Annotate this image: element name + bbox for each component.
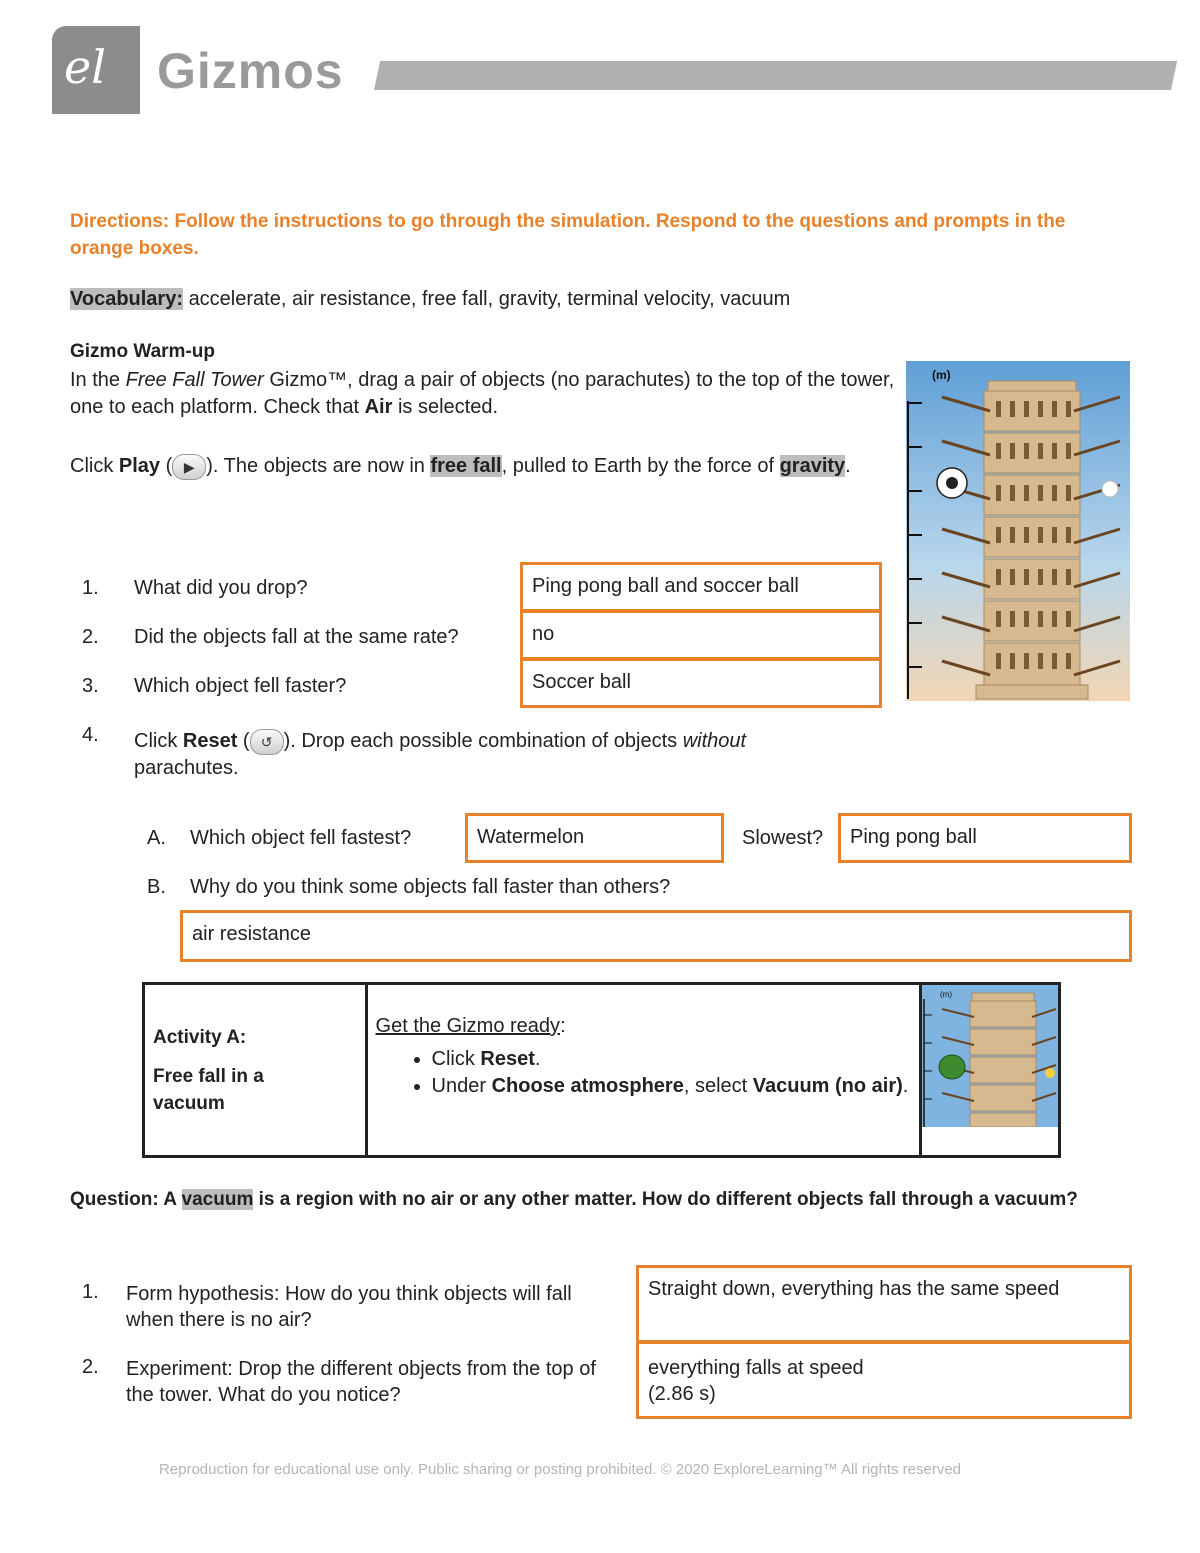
text: , select <box>683 1075 753 1097</box>
question-number: 2. <box>82 1356 99 1378</box>
logo-glyph: el <box>64 40 106 94</box>
air-term: Air <box>364 396 393 418</box>
warmup-paragraph-1 <box>70 367 900 421</box>
meter-label: (m) <box>932 368 951 382</box>
question-text: Experiment: Drop the different objects from the top of the tower. What do you notice? <box>126 1358 596 1406</box>
text: is selected. <box>392 396 499 418</box>
why-answer-box[interactable]: air resistance <box>180 910 1132 962</box>
experiment-answer-box[interactable] <box>636 1341 1132 1419</box>
free-fall-tower-image <box>906 361 1130 701</box>
question-text: Did the objects fall at the same rate? <box>134 626 459 648</box>
question-text: Form hypothesis: How do you think objects will fall when there is no air? <box>126 1283 572 1331</box>
ball-icon <box>1045 1068 1055 1078</box>
slowest-answer-box[interactable]: Ping pong ball <box>838 813 1132 863</box>
logo <box>52 26 140 114</box>
footer: Reproduction for educational use only. Public sharing or posting prohibited. © 2020 ExploreLearning™ All rights reserved <box>158 1461 962 1478</box>
text: Gizmo™, drag a pair of objects (no parachutes) to the top of the tower, one to each platform. Check that <box>70 369 895 418</box>
text: ). The objects are now in <box>206 455 431 477</box>
answer-box[interactable]: Ping pong ball and soccer ball <box>520 562 882 612</box>
get-ready-heading <box>376 1015 911 1038</box>
answer-box[interactable]: no <box>520 610 882 660</box>
text: ). Drop each possible combination of objects <box>283 730 683 752</box>
vocabulary <box>70 288 790 311</box>
instruction-item <box>432 1046 911 1073</box>
text: In the <box>70 369 126 391</box>
play-term: Play <box>118 455 161 477</box>
hypothesis-answer-box[interactable]: Straight down, everything has the same speed <box>636 1265 1132 1343</box>
meter-label: (m) <box>940 990 952 999</box>
watermelon-icon <box>939 1055 965 1079</box>
reset-term: Reset <box>182 730 238 752</box>
without-term: without <box>682 730 747 752</box>
answer-line: everything falls at speed <box>648 1357 864 1379</box>
text: Question: A <box>70 1189 182 1210</box>
activity-instructions-cell <box>366 984 920 1157</box>
text: parachutes. <box>134 757 239 779</box>
vocabulary-label: Vocabulary: <box>70 288 183 310</box>
text: ( <box>160 455 173 477</box>
activity-title-cell <box>144 984 367 1157</box>
text: Click <box>70 455 119 477</box>
instruction-item <box>432 1073 911 1100</box>
subquestion-letter: A. <box>147 827 166 849</box>
gizmo-name: Free Fall Tower <box>125 369 264 391</box>
vacuum-term: vacuum <box>181 1189 254 1210</box>
text: . <box>902 1075 909 1097</box>
subquestion-text: Which object fell fastest? <box>190 827 412 849</box>
activity-table <box>142 982 1061 1158</box>
gravity-term: gravity <box>779 455 846 477</box>
vacuum-tower-image <box>922 985 1058 1127</box>
text: ( <box>237 730 250 752</box>
text: Click <box>431 1048 481 1070</box>
reset-icon: ↺ <box>250 729 284 755</box>
question-number: 4. <box>82 724 99 746</box>
question-number: 1. <box>82 1281 99 1303</box>
text: : <box>560 1015 566 1037</box>
reset-term: Reset <box>480 1048 535 1070</box>
subquestion-letter: B. <box>147 876 166 898</box>
warmup-heading: Gizmo Warm-up <box>70 341 215 362</box>
warmup-paragraph-2 <box>70 452 870 480</box>
slowest-label: Slowest? <box>742 827 824 849</box>
text: Under <box>431 1075 492 1097</box>
question-number: 1. <box>82 577 99 599</box>
text: Click <box>134 730 183 752</box>
get-ready-text: Get the Gizmo ready <box>375 1015 561 1037</box>
question-number: 2. <box>82 626 99 648</box>
activity-subtitle: Free fall in a vacuum <box>153 1066 264 1114</box>
header-bar <box>374 61 1177 90</box>
answer-line: (2.86 s) <box>648 1383 716 1405</box>
play-icon: ▶ <box>172 454 206 480</box>
text: . <box>845 455 851 477</box>
activity-image-cell <box>921 984 1060 1157</box>
activity-question <box>70 1186 1130 1214</box>
brand-name: Gizmos <box>157 43 344 99</box>
free-fall-term: free fall <box>430 455 502 477</box>
activity-title: Activity A: <box>153 1027 247 1048</box>
vocabulary-terms: accelerate, air resistance, free fall, gravity, terminal velocity, vacuum <box>188 288 791 310</box>
instruction-list <box>376 1046 911 1100</box>
text: , pulled to Earth by the force of <box>501 455 780 477</box>
subquestion-text: Why do you think some objects fall faster than others? <box>190 876 671 898</box>
text: is a region with no air or any other matter. How do different objects fall through a vacuum? <box>253 1189 1078 1210</box>
question-text: Which object fell faster? <box>134 675 347 697</box>
answer-box[interactable]: Soccer ball <box>520 658 882 708</box>
question-number: 3. <box>82 675 99 697</box>
ping-pong-ball-icon <box>1102 481 1118 497</box>
fastest-answer-box[interactable]: Watermelon <box>465 813 724 863</box>
directions: Directions: Follow the instructions to go through the simulation. Respond to the questions and prompts in the orange boxes. <box>70 211 1066 259</box>
vacuum-term: Vacuum (no air) <box>752 1075 903 1097</box>
atmosphere-term: Choose atmosphere <box>491 1075 684 1097</box>
text: . <box>534 1048 541 1070</box>
question-text: What did you drop? <box>134 577 308 599</box>
question-4-text <box>134 728 834 782</box>
